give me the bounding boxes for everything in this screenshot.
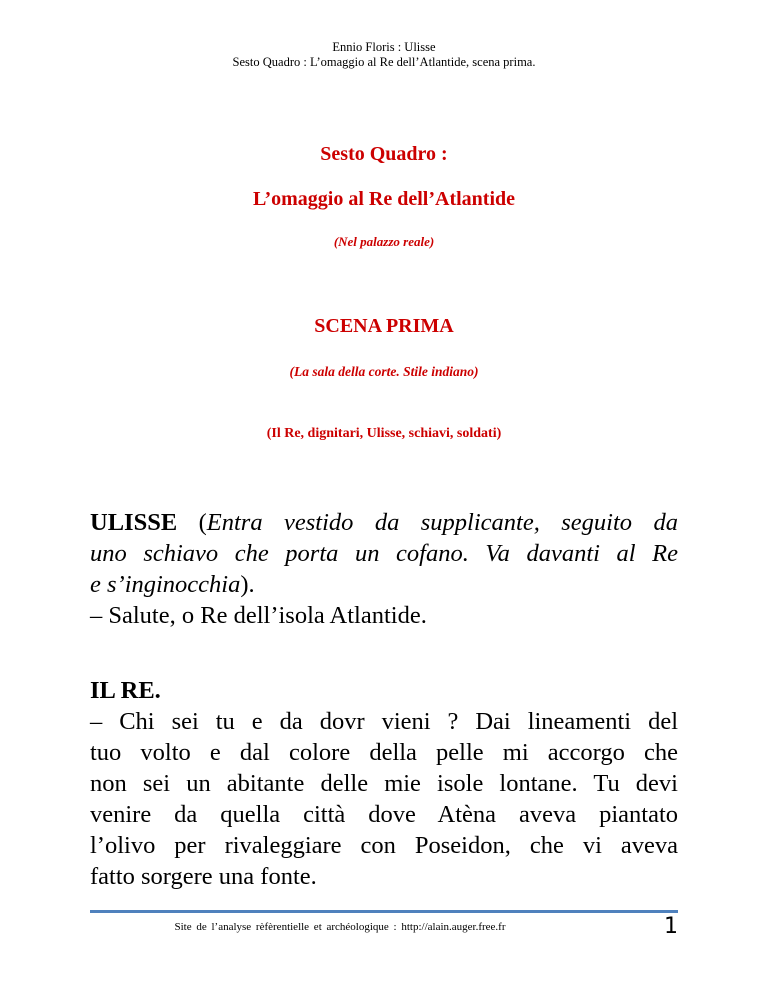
stage-direction-line3: e s’inginocchia [90,571,241,598]
quadro-title: Sesto Quadro : [320,143,448,165]
scene-cast: (Il Re, dignitari, Ulisse, schiavi, soldati) [266,426,502,441]
speaker-name: IL RE. [90,677,161,704]
header-author-title: Ennio Floris : Ulisse [332,40,436,54]
direction-paren-open: ( [177,509,207,536]
speech-ulisse-line2 [90,538,678,569]
quadro-subtitle: L’omaggio al Re dell’Atlantide [252,188,516,210]
dialogue-line: non sei un abitante delle mie isole lontane. Tu devi [90,770,678,797]
scene-setting: (La sala della corte. Stile indiano) [289,364,479,379]
dialogue-line: venire da quella città dove Atèna aveva piantato [90,801,678,828]
speaker-name: ULISSE [90,509,178,536]
stage-direction-line2: uno schiavo che porta un cofano. Va davanti al Re [90,540,678,567]
speech-ulisse [90,507,678,631]
stage-direction-line1: Entra vestido da supplicante, seguito da [206,509,678,536]
dialogue-line: – Salute, o Re dell’isola Atlantide. [90,602,427,629]
dialogue-line: tuo volto e dal colore della pelle mi accorgo che [90,739,678,766]
footer-divider [90,910,678,913]
dialogue-line: l’olivo per rivaleggiare con Poseidon, che vi aveva [90,832,678,859]
footer-site-credit: Site de l’analyse rèfèrentielle et archéologique : http://alain.auger.free.fr [174,921,506,933]
quadro-place: (Nel palazzo reale) [333,234,435,249]
speech-ulisse-line1 [90,507,678,538]
direction-paren-close: ). [240,571,255,598]
speech-ulisse-line3 [90,569,678,600]
header-section-title: Sesto Quadro : L’omaggio al Re dell’Atlantide, scena prima. [232,55,536,69]
dialogue-line: – Chi sei tu e da dovr vieni ? Dai lineamenti del [90,708,678,735]
speech-il-re [90,675,678,892]
dialogue-line: fatto sorgere una fonte. [90,863,317,890]
page-header [0,40,768,70]
page-number: 1 [664,914,678,939]
scene-title: SCENA PRIMA [314,315,454,337]
